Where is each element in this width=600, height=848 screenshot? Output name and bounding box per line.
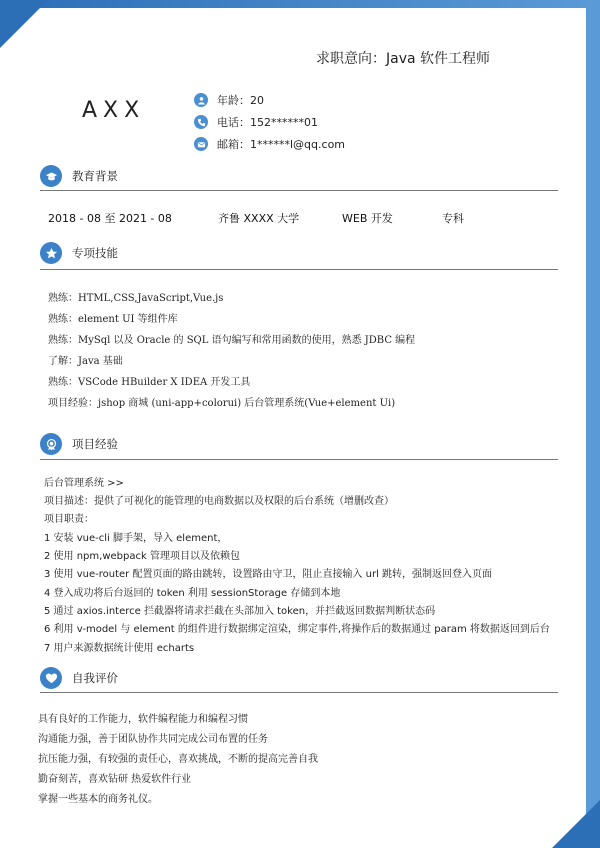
corner-decoration-bottom-right [552, 800, 600, 848]
skill-item [48, 310, 178, 325]
email-row [194, 136, 345, 152]
corner-decoration-top-left [0, 0, 48, 48]
self-eval-line: 沟通能力强，善于团队协作共同完成公司布置的任务 [38, 734, 268, 745]
age-text: 年龄：20 [217, 94, 264, 107]
section-projects-header [40, 433, 118, 455]
section-projects-title: 项目经验 [72, 437, 118, 451]
self-eval-line: 掌握一些基本的商务礼仪。 [38, 794, 158, 805]
skill-item [48, 289, 223, 304]
skill-level: 熟练： [48, 377, 78, 388]
mail-icon [194, 137, 208, 151]
skill-level: 熟练： [48, 293, 78, 304]
star-icon [40, 242, 62, 264]
skill-item [48, 352, 123, 367]
candidate-name: AXX [82, 98, 146, 123]
section-education-header [40, 165, 118, 187]
person-icon [194, 93, 208, 107]
project-line: 1 安装 vue-cli 脚手架，导入 element， [44, 533, 228, 544]
skill-level: 熟练： [48, 314, 78, 325]
section-self-eval-header [40, 667, 118, 689]
skill-level: 了解： [48, 356, 78, 367]
section-divider [40, 190, 558, 191]
project-line: 5 通过 axios.interce 拦截器将请求拦截在头部加入 token，并拦截返回数据判断状态码 [44, 606, 436, 617]
graduation-cap-icon [40, 165, 62, 187]
project-line: 后台管理系统 >> [44, 478, 124, 489]
phone-row [194, 114, 318, 130]
section-divider [40, 269, 558, 270]
skill-level: 项目经验： [48, 398, 98, 409]
self-eval-line: 抗压能力强，有较强的责任心，喜欢挑战，不断的提高完善自我 [38, 754, 318, 765]
project-line: 项目职责： [44, 514, 94, 525]
right-border [586, 0, 600, 848]
phone-text: 电话：152******01 [217, 116, 318, 129]
skill-text: element UI 等组件库 [78, 314, 178, 325]
heart-icon [40, 667, 62, 689]
education-degree: 专科 [442, 212, 464, 225]
skill-item [48, 394, 395, 409]
project-line: 6 利用 v-model 与 element 的组件进行数据绑定渲染，绑定事件,将操作后的数据通过 param 将数据返回到后台 [44, 624, 550, 635]
skill-level: 熟练： [48, 335, 78, 346]
education-major: WEB 开发 [342, 212, 393, 225]
project-line: 7 用户来源数据统计使用 echarts [44, 643, 195, 654]
phone-icon [194, 115, 208, 129]
self-eval-line: 勤奋刻苦，喜欢钻研 热爱软件行业 [38, 774, 192, 785]
section-skills-title: 专项技能 [72, 246, 118, 260]
section-divider [40, 459, 558, 460]
project-line: 2 使用 npm,webpack 管理项目以及依赖包 [44, 551, 240, 562]
skill-item [48, 373, 250, 388]
section-skills-header [40, 242, 118, 264]
medal-icon [40, 433, 62, 455]
project-line: 项目描述：提供了可视化的能管理的电商数据以及权限的后台系统（增删改查） [44, 496, 394, 507]
skill-text: Java 基础 [78, 356, 123, 367]
age-row [194, 92, 264, 108]
project-line: 3 使用 vue-router 配置页面的路由跳转，设置路由守卫，阻止直接输入 url 跳转，强制返回登入页面 [44, 569, 493, 580]
section-education-title: 教育背景 [72, 169, 118, 183]
education-school: 齐鲁 XXXX 大学 [218, 212, 300, 225]
skill-text: HTML,CSS,JavaScript,Vue.js [78, 293, 224, 304]
project-line: 4 登入成功将后台返回的 token 利用 sessionStorage 存储到本地 [44, 588, 341, 599]
education-period: 2018 - 08 至 2021 - 08 [48, 212, 172, 225]
job-objective: 求职意向：Java 软件工程师 [316, 51, 491, 67]
top-border [0, 0, 600, 8]
section-self-eval-title: 自我评价 [72, 671, 118, 685]
section-divider [40, 692, 558, 693]
skill-text: jshop 商城 (uni-app+colorui) 后台管理系统(Vue+element Ui) [98, 398, 396, 409]
skill-text: VSCode HBuilder X IDEA 开发工具 [78, 377, 251, 388]
skill-item [48, 331, 415, 346]
email-text: 邮箱：1******l@qq.com [217, 138, 346, 151]
skill-text: MySql 以及 Oracle 的 SQL 语句编写和常用函数的使用，熟悉 JDBC 编程 [78, 335, 416, 346]
self-eval-line: 具有良好的工作能力，软件编程能力和编程习惯 [38, 714, 248, 725]
